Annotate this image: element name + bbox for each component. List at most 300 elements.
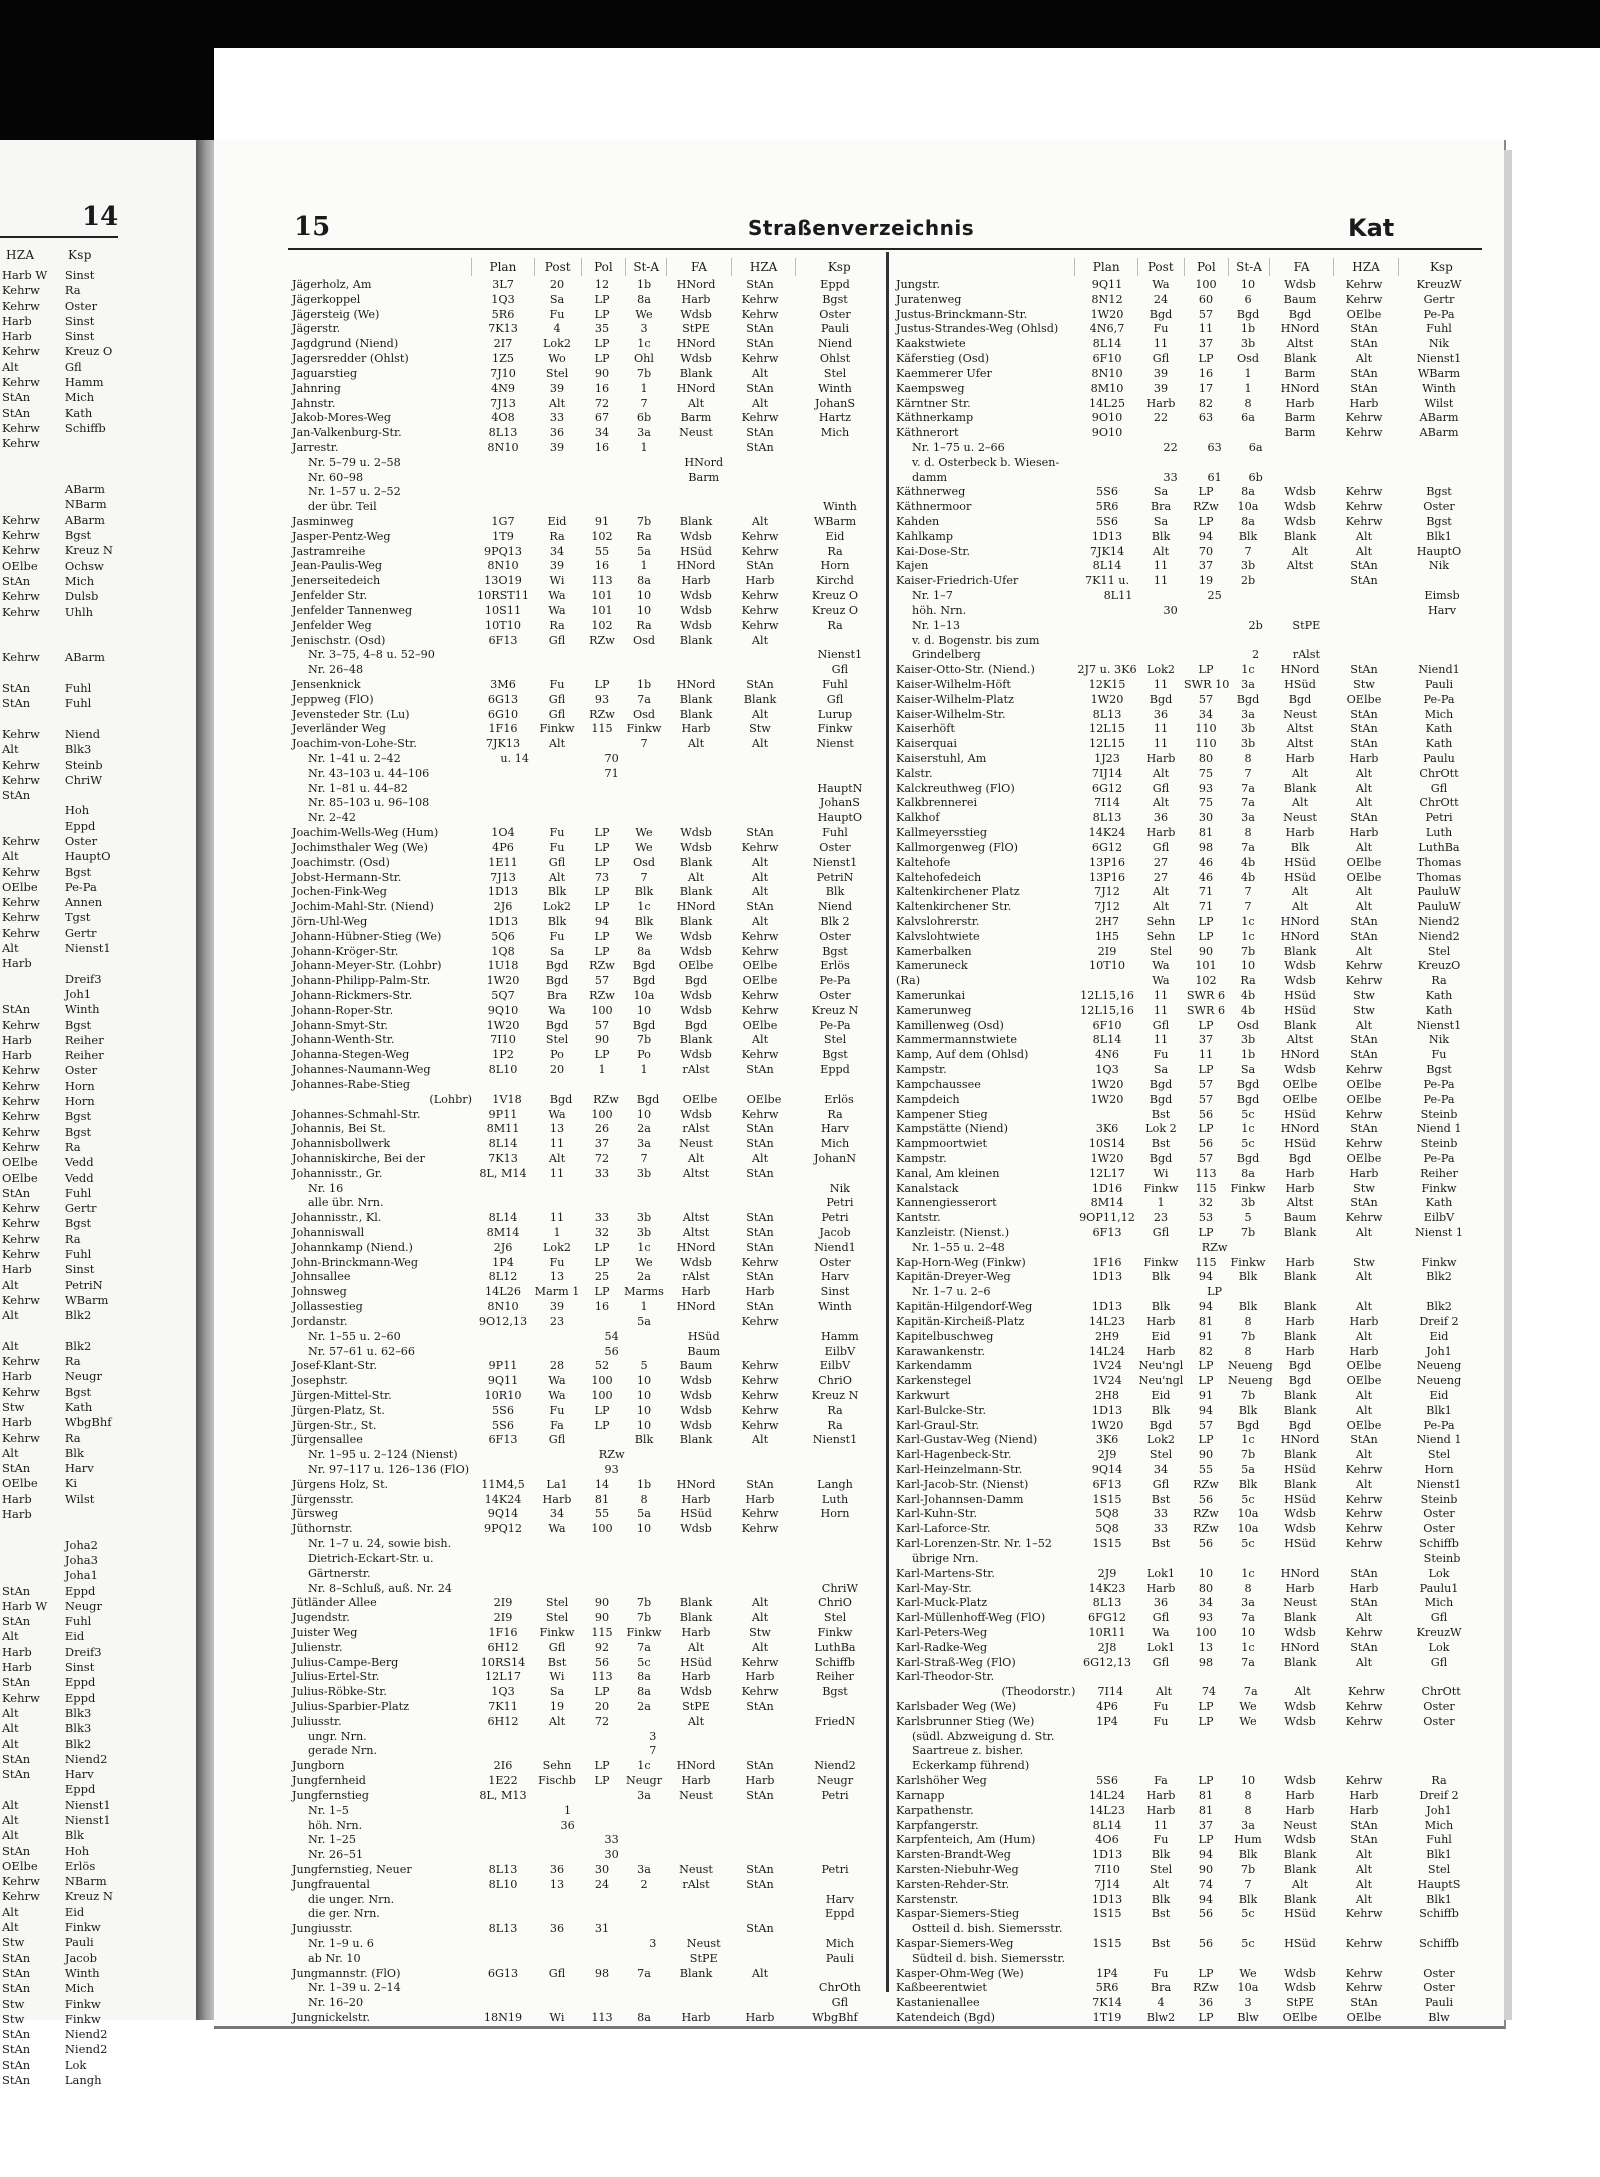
street-row xyxy=(290,1759,882,1774)
header-post: Post xyxy=(534,258,581,276)
ksp-cell: Fuhl xyxy=(822,826,848,840)
hza-cell: StAn xyxy=(746,440,774,454)
ksp-cell: Petri xyxy=(821,1862,849,1876)
ksp-cell: Pe-Pa xyxy=(64,879,97,894)
pol-cell: 71 xyxy=(1198,885,1214,899)
post-cell: Blw2 xyxy=(1146,2011,1176,2025)
ksp-cell xyxy=(798,1537,882,1552)
fa-cell: Altst xyxy=(682,1226,710,1239)
street-row xyxy=(894,1611,1484,1626)
st-a-cell: 7b xyxy=(1240,1388,1256,1402)
st-a-cell xyxy=(633,1182,672,1197)
fa-cell: Barm xyxy=(680,411,712,425)
ksp-cell: Ra xyxy=(1431,974,1447,988)
hza-cell: Harb xyxy=(1349,826,1379,840)
street-name: Jenfelder Tannenweg xyxy=(292,603,413,617)
plan-cell: 8N10 xyxy=(487,1300,519,1314)
ksp-cell: Joh1 xyxy=(1426,1803,1452,1817)
fa-cell: Wdsb xyxy=(680,929,712,943)
ksp-cell: Blk3 xyxy=(64,1721,92,1736)
post-cell: Lok2 xyxy=(542,337,572,351)
plan-cell: 1W20 xyxy=(1090,1418,1124,1432)
street-row xyxy=(290,1804,882,1819)
st-a-cell: 10a xyxy=(1237,1981,1259,1995)
street-name: Jarrestr. xyxy=(292,440,339,454)
fa-cell: StPE xyxy=(682,1700,710,1713)
ksp-cell: KreuzO xyxy=(1417,959,1461,973)
fa-cell: HNord xyxy=(1280,381,1320,395)
hza-cell: Kehrw xyxy=(741,989,779,1002)
st-a-cell: We xyxy=(635,929,653,943)
hza-cell: Kehrw xyxy=(741,1403,779,1417)
ksp-cell xyxy=(61,712,118,727)
ksp-cell: Blw xyxy=(1428,2011,1450,2025)
street-row xyxy=(894,959,1484,974)
plan-cell: 2I7 xyxy=(493,337,513,351)
plan-cell xyxy=(484,1848,545,1863)
post-cell xyxy=(545,500,590,515)
pol-cell: 16 xyxy=(594,1300,610,1314)
left-page-row xyxy=(0,620,118,635)
fa-cell: HNord xyxy=(1280,1566,1320,1580)
left-page-row xyxy=(0,1599,118,1614)
plan-cell: 8L10 xyxy=(488,1063,518,1077)
street-row xyxy=(290,885,882,900)
fa-cell: Harb xyxy=(1285,1255,1315,1269)
st-a-cell xyxy=(633,1952,672,1967)
street-row xyxy=(894,604,1484,619)
street-name: Nr. 26–48 xyxy=(308,663,364,677)
hza-cell: Alt xyxy=(1355,781,1373,795)
hza-cell xyxy=(735,1552,798,1567)
left-page-row xyxy=(0,696,118,711)
fa-cell: HNord xyxy=(1280,1122,1320,1136)
hza-cell: Kehrw xyxy=(2,925,40,940)
street-row xyxy=(290,471,882,486)
hza-cell xyxy=(735,752,798,767)
st-a-cell xyxy=(633,1196,672,1211)
ksp-cell: Sinst xyxy=(64,1660,95,1675)
st-a-cell: Bgd xyxy=(1236,307,1260,321)
street-name: Johann-Philipp-Palm-Str. xyxy=(292,974,431,988)
post-cell: 11 xyxy=(1153,1033,1169,1047)
street-row xyxy=(290,1952,882,1967)
post-cell xyxy=(1148,1759,1193,1774)
ksp-cell: WBarm xyxy=(64,1292,109,1307)
st-a-cell: 3b xyxy=(1240,559,1256,573)
ksp-cell: Winth xyxy=(822,500,857,514)
hza-cell: Kehrw xyxy=(2,375,40,390)
pol-cell: 56 xyxy=(1198,1137,1214,1151)
fa-cell: Neust xyxy=(679,426,713,440)
fa-cell: Wdsb xyxy=(680,1107,712,1121)
st-a-cell: 7b xyxy=(636,1033,652,1047)
st-a-cell: We xyxy=(1239,1700,1257,1713)
street-name: Jahnring xyxy=(292,381,341,395)
st-a-cell: 7a xyxy=(1243,1685,1258,1699)
hza-cell: StAn xyxy=(1350,1122,1378,1136)
left-page-row xyxy=(0,1507,118,1522)
st-a-cell: We xyxy=(635,826,653,840)
post-cell: Blk xyxy=(547,885,567,899)
hza-cell: StAn xyxy=(746,1700,774,1713)
hza-cell: StAn xyxy=(746,1122,774,1136)
ksp-cell: Gfl xyxy=(64,359,82,374)
pol-cell: 14 xyxy=(594,1477,610,1491)
left-page-row xyxy=(0,1446,118,1461)
post-cell: Fa xyxy=(1154,1774,1168,1788)
post-cell: Harb xyxy=(1146,396,1176,410)
hza-cell: Alt xyxy=(751,855,769,869)
street-row xyxy=(894,1730,1484,1745)
hza-cell: StAn xyxy=(2,573,31,588)
street-row xyxy=(290,1433,882,1448)
st-a-cell: 2a xyxy=(637,1122,651,1136)
scan-border-top-center xyxy=(140,0,214,140)
fa-cell: Wdsb xyxy=(680,529,712,543)
street-name: höh. Nrn. xyxy=(308,1818,363,1832)
fa-cell: Barm xyxy=(1284,426,1316,440)
st-a-cell: 3b xyxy=(636,1226,652,1239)
left-page-row xyxy=(0,666,118,681)
street-name: v. d. Osterbeck b. Wiesen- xyxy=(912,455,1060,469)
post-cell: Harb xyxy=(1146,1314,1176,1328)
plan-cell: 7J12 xyxy=(1094,885,1120,899)
ksp-cell: Schiffb xyxy=(1419,1937,1459,1950)
plan-cell xyxy=(484,1345,545,1360)
st-a-cell xyxy=(1236,1730,1275,1745)
post-cell: Gfl xyxy=(548,633,566,647)
fa-cell: HNord xyxy=(676,559,716,573)
fa-cell: Neust xyxy=(679,1137,713,1151)
fa-cell: Wdsb xyxy=(680,352,712,366)
plan-cell: 7J12 xyxy=(1094,900,1120,914)
st-a-cell: Osd xyxy=(1236,352,1260,366)
street-row xyxy=(290,1670,882,1685)
street-row xyxy=(290,1374,882,1389)
ksp-cell xyxy=(1400,456,1484,471)
ksp-cell: Bgst xyxy=(1426,1063,1452,1077)
left-page-row xyxy=(0,1966,118,1981)
ksp-cell: ABarm xyxy=(64,512,105,527)
st-a-cell: 2 xyxy=(640,1877,648,1891)
hza-cell: Kehrw xyxy=(1345,1700,1383,1713)
ksp-cell xyxy=(798,1567,882,1582)
hza-cell: Alt xyxy=(751,1966,769,1980)
st-a-cell: 5 xyxy=(1244,1211,1252,1225)
st-a-cell: 10 xyxy=(1240,959,1256,973)
ksp-cell: Steinb xyxy=(1423,1551,1461,1565)
st-a-cell xyxy=(633,1893,672,1908)
ksp-cell: Joh1 xyxy=(64,986,92,1001)
ksp-cell: Finkw xyxy=(64,1920,101,1935)
fa-cell: Altst xyxy=(682,1211,710,1225)
ksp-cell: Eppd xyxy=(825,1907,855,1921)
plan-cell xyxy=(484,1330,545,1345)
left-page-row xyxy=(0,1752,118,1767)
hza-cell xyxy=(735,1833,798,1848)
hza-cell: Alt xyxy=(1355,1848,1373,1862)
fa-cell: HSüd xyxy=(1284,1937,1316,1950)
plan-cell xyxy=(484,1907,545,1922)
street-name: Karl-Kuhn-Str. xyxy=(896,1507,978,1521)
post-cell: Alt xyxy=(548,1151,566,1165)
ksp-cell: Nik xyxy=(829,1181,850,1195)
hza-cell: Harb xyxy=(2,1369,32,1384)
post-cell: Sa xyxy=(549,1685,565,1699)
street-row xyxy=(290,1937,882,1952)
street-row xyxy=(894,1744,1484,1759)
street-name: Nr. 57–61 u. 62–66 xyxy=(308,1344,416,1358)
street-row xyxy=(894,1893,1484,1908)
post-cell: 11 xyxy=(1153,722,1169,736)
hza-cell xyxy=(735,1952,798,1967)
pol-cell: 70 xyxy=(604,752,619,765)
pol-cell xyxy=(590,1537,633,1552)
street-name: Karl-May-Str. xyxy=(896,1581,972,1595)
hza-cell: Stw xyxy=(1353,989,1375,1002)
ksp-cell xyxy=(798,1848,882,1863)
header-plan: Plan xyxy=(471,258,534,276)
street-name: der übr. Teil xyxy=(308,500,377,514)
plan-cell: 7I14 xyxy=(1097,1685,1124,1699)
fa-cell: Blank xyxy=(679,1966,713,1980)
left-page-row xyxy=(0,1354,118,1369)
fa-cell: Blank xyxy=(679,366,713,380)
fa-cell: HSüd xyxy=(1284,1492,1316,1506)
left-page-row xyxy=(0,1782,118,1797)
plan-cell: 3K6 xyxy=(1095,1122,1119,1136)
st-a-cell: 10 xyxy=(636,603,652,617)
street-row xyxy=(894,1033,1484,1048)
st-a-cell: Ohl xyxy=(634,352,654,366)
street-name: Kalstr. xyxy=(896,766,933,780)
ksp-cell: Pe-Pa xyxy=(1423,307,1455,321)
ksp-cell xyxy=(798,456,882,471)
ksp-cell: Ohlst xyxy=(819,352,851,366)
st-a-cell: Ra xyxy=(636,618,652,632)
post-cell: Gfl xyxy=(1152,1018,1170,1032)
ksp-cell xyxy=(792,441,878,456)
hza-cell: StAn xyxy=(746,1300,774,1314)
street-name: Julius-Sparbier-Platz xyxy=(292,1700,410,1713)
st-a-cell: 8 xyxy=(1244,1803,1252,1817)
left-page-row xyxy=(0,268,118,283)
post-cell: 22 xyxy=(1163,440,1178,454)
left-page-row xyxy=(0,1385,118,1400)
hza-cell xyxy=(735,1893,798,1908)
hza-cell: Kehrw xyxy=(741,618,779,632)
street-name: Kai-Dose-Str. xyxy=(896,544,971,558)
plan-cell: 5Q8 xyxy=(1095,1507,1119,1521)
fa-cell: Altst xyxy=(682,1166,710,1180)
fa-cell xyxy=(672,782,735,797)
left-page-row xyxy=(0,849,118,864)
ksp-cell: Jacob xyxy=(819,1226,851,1239)
plan-cell: 4O8 xyxy=(491,411,515,425)
plan-cell xyxy=(1088,471,1149,486)
plan-cell: 5S6 xyxy=(492,1418,514,1432)
st-a-cell xyxy=(1236,1241,1275,1256)
left-page-row xyxy=(0,1629,118,1644)
st-a-cell: Osd xyxy=(632,707,656,721)
plan-cell: 8L14 xyxy=(1092,1818,1122,1832)
left-page-row xyxy=(0,1691,118,1706)
fa-cell: HSüd xyxy=(1284,1137,1316,1151)
pol-cell xyxy=(590,648,633,663)
hza-cell: Kehrw xyxy=(1345,1522,1383,1536)
plan-cell: 10R10 xyxy=(484,1388,522,1402)
pol-cell: 57 xyxy=(1198,1077,1214,1091)
plan-cell: 7J13 xyxy=(490,870,516,884)
plan-cell: 3L7 xyxy=(492,278,514,291)
post-cell xyxy=(545,1552,590,1567)
hza-cell: StAn xyxy=(2,1767,31,1782)
plan-cell: 2I6 xyxy=(493,1759,513,1773)
ksp-cell: Horn xyxy=(64,1078,95,1093)
pol-cell xyxy=(590,796,633,811)
hza-cell: Kehrw xyxy=(741,1374,779,1388)
st-a-cell: 7 xyxy=(1244,1877,1252,1891)
pol-cell: RZw xyxy=(589,707,615,721)
hza-cell: StAn xyxy=(2,1461,31,1476)
fa-cell: Wdsb xyxy=(680,944,712,958)
ksp-cell xyxy=(798,1833,882,1848)
left-page-row xyxy=(0,314,118,329)
st-a-cell: Bgd xyxy=(1236,1092,1260,1106)
hza-cell: Alt xyxy=(1355,1329,1373,1343)
fa-cell: Wdsb xyxy=(680,1685,712,1699)
street-name: Kaspar-Siemers-Weg xyxy=(896,1937,1014,1950)
plan-cell: 2J9 xyxy=(1097,1448,1117,1462)
fa-cell: Wdsb xyxy=(680,1388,712,1402)
pol-cell: 37 xyxy=(1198,1818,1214,1832)
post-cell: Bst xyxy=(1151,1907,1171,1921)
post-cell: Bgd xyxy=(1149,1077,1173,1091)
plan-cell: 7I10 xyxy=(1094,1862,1120,1876)
ksp-cell: Fuhl xyxy=(1426,1833,1452,1847)
left-page xyxy=(0,140,200,2088)
left-page-row xyxy=(0,528,118,543)
hza-cell: Kehrw xyxy=(741,1255,779,1269)
post-cell: Neu'ngl xyxy=(1138,1374,1184,1388)
left-page-row xyxy=(0,650,118,665)
pol-cell: 82 xyxy=(1198,396,1214,410)
post-cell: Sehn xyxy=(1146,914,1176,928)
street-row xyxy=(290,545,882,560)
street-name: Johanniskirche, Bei der xyxy=(292,1151,425,1165)
fa-cell xyxy=(1275,604,1337,619)
fa-cell xyxy=(1275,1922,1337,1937)
fa-cell: Baum xyxy=(679,1359,713,1373)
left-page-row xyxy=(0,329,118,344)
plan-cell xyxy=(484,456,545,471)
ksp-cell: Horn xyxy=(820,559,850,573)
st-a-cell xyxy=(1236,1952,1275,1967)
street-row xyxy=(894,900,1484,915)
hza-cell: Alt xyxy=(2,1338,19,1353)
pol-cell: 81 xyxy=(1198,1788,1214,1802)
plan-cell xyxy=(484,1952,545,1967)
street-row xyxy=(894,1952,1484,1967)
hza-cell: Alt xyxy=(751,515,769,528)
st-a-cell: 8a xyxy=(637,944,651,958)
street-name: Johann-Hübner-Stieg (We) xyxy=(292,929,442,943)
column-divider xyxy=(886,252,889,1992)
hza-cell: Kehrw xyxy=(741,1685,779,1699)
left-page-row xyxy=(0,1706,118,1721)
pol-cell: 94 xyxy=(1198,1403,1214,1417)
hza-cell: StAn xyxy=(746,826,774,840)
fa-cell: Blank xyxy=(679,885,713,899)
left-header-hza: HZA xyxy=(6,248,35,262)
street-row xyxy=(290,1789,882,1804)
st-a-cell: We xyxy=(1239,1966,1257,1980)
pol-cell: LP xyxy=(594,1255,610,1269)
left-page-row xyxy=(0,1109,118,1124)
hza-cell: OElbe xyxy=(2,879,38,894)
ksp-cell: Niend1 xyxy=(1418,663,1460,677)
hza-cell: Harb xyxy=(745,1285,775,1299)
hza-cell xyxy=(0,467,61,482)
st-a-cell: 5a xyxy=(637,1314,651,1328)
post-cell: Wa xyxy=(1152,974,1170,988)
post-cell xyxy=(1148,619,1193,634)
hza-cell: Alt xyxy=(1355,1611,1373,1625)
pol-cell: 90 xyxy=(1198,1448,1214,1462)
street-row xyxy=(290,1833,882,1848)
st-a-cell: 1c xyxy=(1241,1566,1255,1580)
plan-cell: 9OP11,12 xyxy=(1079,1211,1135,1225)
post-cell: Wi xyxy=(1153,1166,1169,1180)
pol-cell: 37 xyxy=(1198,1033,1214,1047)
left-page-row xyxy=(0,1660,118,1675)
hza-cell: Harb xyxy=(2,1507,32,1522)
post-cell: Gfl xyxy=(548,707,566,721)
st-a-cell: Neueng xyxy=(1228,1374,1273,1388)
street-name: Karpfangerstr. xyxy=(896,1818,979,1832)
hza-cell: StAn xyxy=(746,426,774,440)
hza-cell: Harb W xyxy=(2,1598,48,1613)
ksp-cell xyxy=(61,1522,118,1537)
hza-cell: Kehrw xyxy=(1345,1937,1383,1950)
hza-cell xyxy=(0,712,61,727)
street-name: Karpfenteich, Am (Hum) xyxy=(896,1833,1036,1847)
hza-cell: Kehrw xyxy=(741,1003,779,1017)
street-row xyxy=(894,382,1484,397)
st-a-cell: 8a xyxy=(1241,1166,1255,1180)
fa-cell: OElbe xyxy=(1282,2011,1318,2025)
left-page-row xyxy=(0,1140,118,1155)
street-row xyxy=(894,1256,1484,1271)
ksp-cell: Niend2 xyxy=(64,1751,108,1766)
street-name: Kampchaussee xyxy=(896,1077,981,1091)
post-cell: Harb xyxy=(1146,1344,1176,1358)
post-cell: 11 xyxy=(1153,574,1169,588)
ksp-cell xyxy=(792,1700,878,1715)
fa-cell: HSüd xyxy=(1284,989,1316,1002)
ksp-cell: Mich xyxy=(820,426,850,440)
st-a-cell: 3a xyxy=(637,1788,651,1802)
street-row xyxy=(894,426,1484,441)
hza-cell: Harb xyxy=(1349,1344,1379,1358)
plan-cell xyxy=(484,648,545,663)
fa-cell xyxy=(672,1981,735,1996)
post-cell xyxy=(545,782,590,797)
hza-cell: Alt xyxy=(1355,900,1373,914)
fa-cell: Harb xyxy=(681,292,711,306)
hza-cell: Harb xyxy=(1349,1803,1379,1817)
